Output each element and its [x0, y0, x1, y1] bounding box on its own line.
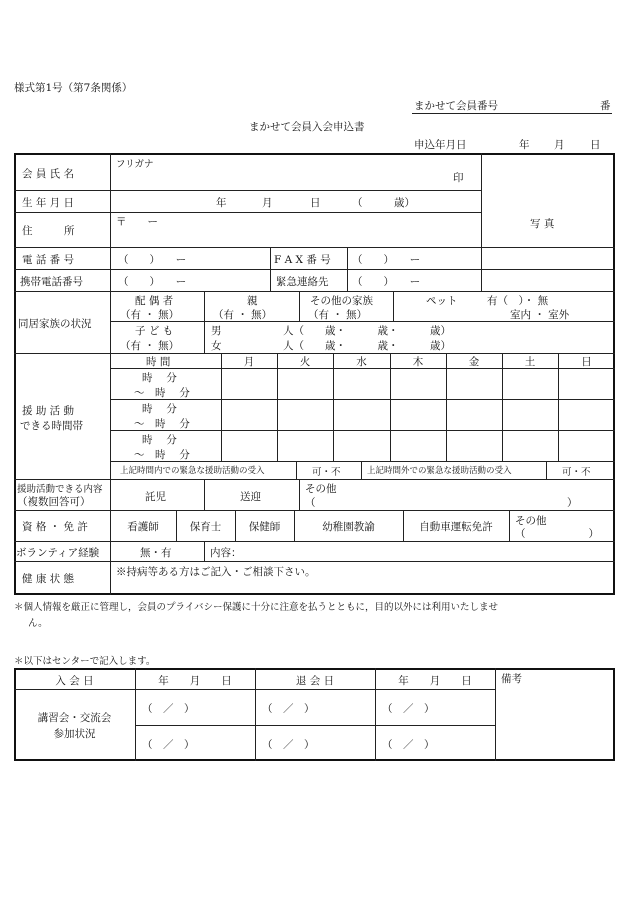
privacy-note-line2: ん。 — [28, 618, 48, 629]
spouse-option[interactable]: （有 ・ 無） — [120, 309, 180, 321]
volunteer-option[interactable]: 無・有 — [140, 547, 172, 559]
children-label: 子 ど も — [135, 325, 174, 337]
slot3-end[interactable]: ～ 時 分 — [134, 449, 190, 461]
training-slot-5[interactable]: （ ／ ） — [262, 739, 315, 751]
parent-label: 親 — [247, 295, 258, 307]
qual-other-label: その他 — [515, 515, 547, 527]
day-header-thu: 木 — [412, 356, 424, 368]
pet-label: ペット — [426, 295, 458, 307]
join-date-field[interactable]: 年 月 日 — [158, 675, 232, 687]
day-header-mon: 月 — [243, 356, 255, 368]
qual-other-field[interactable]: （ ） — [515, 528, 599, 540]
seal-mark: 印 — [453, 172, 464, 184]
training-slot-4[interactable]: （ ／ ） — [142, 739, 195, 751]
birth-age: （ 歳） — [352, 197, 415, 209]
birth-day: 日 — [310, 197, 321, 209]
leave-date-label: 退 会 日 — [295, 675, 335, 687]
member-number-label: まかせて会員番号 — [414, 100, 498, 112]
pet-place-option[interactable]: 室内 ・ 室外 — [510, 309, 570, 321]
time-column-header: 時 間 — [146, 356, 171, 368]
slot1-start[interactable]: 時 分 — [142, 372, 177, 384]
children-option[interactable]: （有 ・ 無） — [120, 340, 180, 352]
postal-code-field[interactable]: 〒 ー — [116, 216, 158, 228]
address-label: 住 所 — [22, 225, 75, 237]
day-header-sun: 日 — [581, 356, 592, 368]
urgent-outside-option[interactable]: 可・不 — [562, 467, 591, 478]
activity-other-field[interactable] — [316, 495, 561, 508]
family-status-label: 同居家族の状況 — [18, 318, 92, 330]
slot2-start[interactable]: 時 分 — [142, 403, 177, 415]
pet-option[interactable]: 有（ ）・ 無 — [487, 295, 549, 307]
privacy-note-line1: ＊個人情報を厳正に管理し，会員のプライバシー保護に十分に注意を払うとともに，目的以外には利用いたしませ — [14, 602, 499, 613]
member-number-underline — [412, 113, 612, 114]
urgent-within-option[interactable]: 可・不 — [312, 467, 341, 478]
volunteer-label: ボランティア経験 — [16, 547, 100, 559]
volunteer-content-label: 内容： — [210, 547, 242, 559]
member-name-field[interactable] — [118, 172, 438, 186]
activity-other-paren-close: ） — [567, 497, 578, 509]
phone-field[interactable]: （ ） ー — [118, 254, 187, 266]
training-slot-1[interactable]: （ ／ ） — [142, 703, 195, 715]
phone-label: 電 話 番 号 — [22, 254, 75, 266]
urgent-within-label: 上記時間内での緊急な援助活動の受入 — [120, 466, 265, 476]
health-label: 健 康 状 態 — [22, 573, 75, 585]
urgent-outside-label: 上記時間外での緊急な援助活動の受入 — [367, 466, 512, 476]
parent-option[interactable]: （有 ・ 無） — [213, 309, 273, 321]
schedule-label-line1: 援 助 活 動 — [22, 405, 75, 417]
male-label: 男 — [211, 325, 222, 337]
center-use-note: ＊以下はセンターで記入します。 — [14, 656, 156, 667]
training-slot-6[interactable]: （ ／ ） — [382, 739, 435, 751]
health-field[interactable] — [116, 579, 606, 591]
slot1-end[interactable]: ～ 時 分 — [134, 387, 190, 399]
slot3-start[interactable]: 時 分 — [142, 434, 177, 446]
qual-drivers-license[interactable]: 自動車運転免許 — [419, 521, 493, 533]
join-date-label: 入 会 日 — [55, 675, 94, 687]
mobile-label: 携帯電話番号 — [20, 276, 83, 288]
qual-kindergarten-teacher[interactable]: 幼稚園教諭 — [322, 521, 375, 533]
emergency-contact-label: 緊急連絡先 — [276, 276, 329, 288]
mobile-field[interactable]: （ ） ー — [118, 276, 187, 288]
qual-nurse[interactable]: 看護師 — [127, 521, 159, 533]
female-label: 女 — [211, 340, 222, 352]
activity-other-paren-open: （ — [305, 497, 316, 509]
training-slot-3[interactable]: （ ／ ） — [382, 703, 435, 715]
day-header-wed: 水 — [356, 356, 367, 368]
furigana-label: フリガナ — [116, 159, 154, 170]
member-name-label: 会 員 氏 名 — [22, 168, 75, 180]
day-header-sat: 土 — [524, 356, 536, 368]
day-header-fri: 金 — [468, 356, 480, 368]
fax-field[interactable]: （ ） ー — [352, 254, 421, 266]
activity-transport[interactable]: 送迎 — [240, 491, 261, 503]
activities-label-line1: 援助活動できる内容 — [17, 484, 103, 495]
emergency-contact-field[interactable]: （ ） ー — [352, 276, 421, 288]
remarks-label: 備考 — [501, 673, 522, 685]
day-header-tue: 火 — [299, 356, 311, 368]
qual-childcare-worker[interactable]: 保育士 — [189, 521, 222, 533]
training-slot-2[interactable]: （ ／ ） — [262, 703, 315, 715]
birth-year: 年 — [216, 197, 227, 209]
qual-public-health-nurse[interactable]: 保健師 — [248, 521, 281, 533]
fax-label: F A X 番 号 — [274, 254, 331, 266]
member-number-suffix: 番 — [600, 100, 611, 112]
apply-year: 年 — [519, 139, 530, 151]
other-family-option[interactable]: （有 ・ 無） — [308, 309, 368, 321]
training-label-line1: 講習会・交流会 — [37, 712, 112, 724]
female-count-field[interactable]: 人（ 歳・ 歳・ 歳） — [283, 340, 451, 352]
male-count-field[interactable]: 人（ 歳・ 歳・ 歳） — [283, 325, 451, 337]
activity-childcare[interactable]: 託児 — [145, 491, 166, 503]
apply-month: 月 — [554, 139, 565, 151]
other-family-label: その他の家族 — [310, 295, 373, 307]
activity-other-label: その他 — [305, 483, 337, 495]
slot2-end[interactable]: ～ 時 分 — [134, 418, 190, 430]
apply-day: 日 — [590, 139, 601, 151]
photo-placeholder: 写 真 — [530, 218, 555, 230]
apply-date-label: 申込年月日 — [414, 139, 467, 151]
form-title: まかせて会員入会申込書 — [249, 121, 365, 133]
birth-month: 月 — [262, 197, 273, 209]
spouse-label: 配 偶 者 — [135, 295, 174, 307]
volunteer-content-field[interactable] — [246, 545, 606, 558]
activities-label-line2: （複数回答可） — [17, 496, 91, 508]
training-label-line2: 参加状況 — [53, 728, 96, 740]
birth-date-label: 生 年 月 日 — [22, 197, 75, 209]
qualifications-label: 資 格 ・ 免 許 — [22, 521, 88, 533]
schedule-label-line2: できる時間帯 — [20, 420, 83, 432]
form-number: 様式第1号（第7条関係） — [14, 82, 133, 94]
leave-date-field[interactable]: 年 月 日 — [398, 675, 472, 687]
health-note: ※持病等ある方はご記入・ご相談下さい。 — [116, 566, 316, 578]
